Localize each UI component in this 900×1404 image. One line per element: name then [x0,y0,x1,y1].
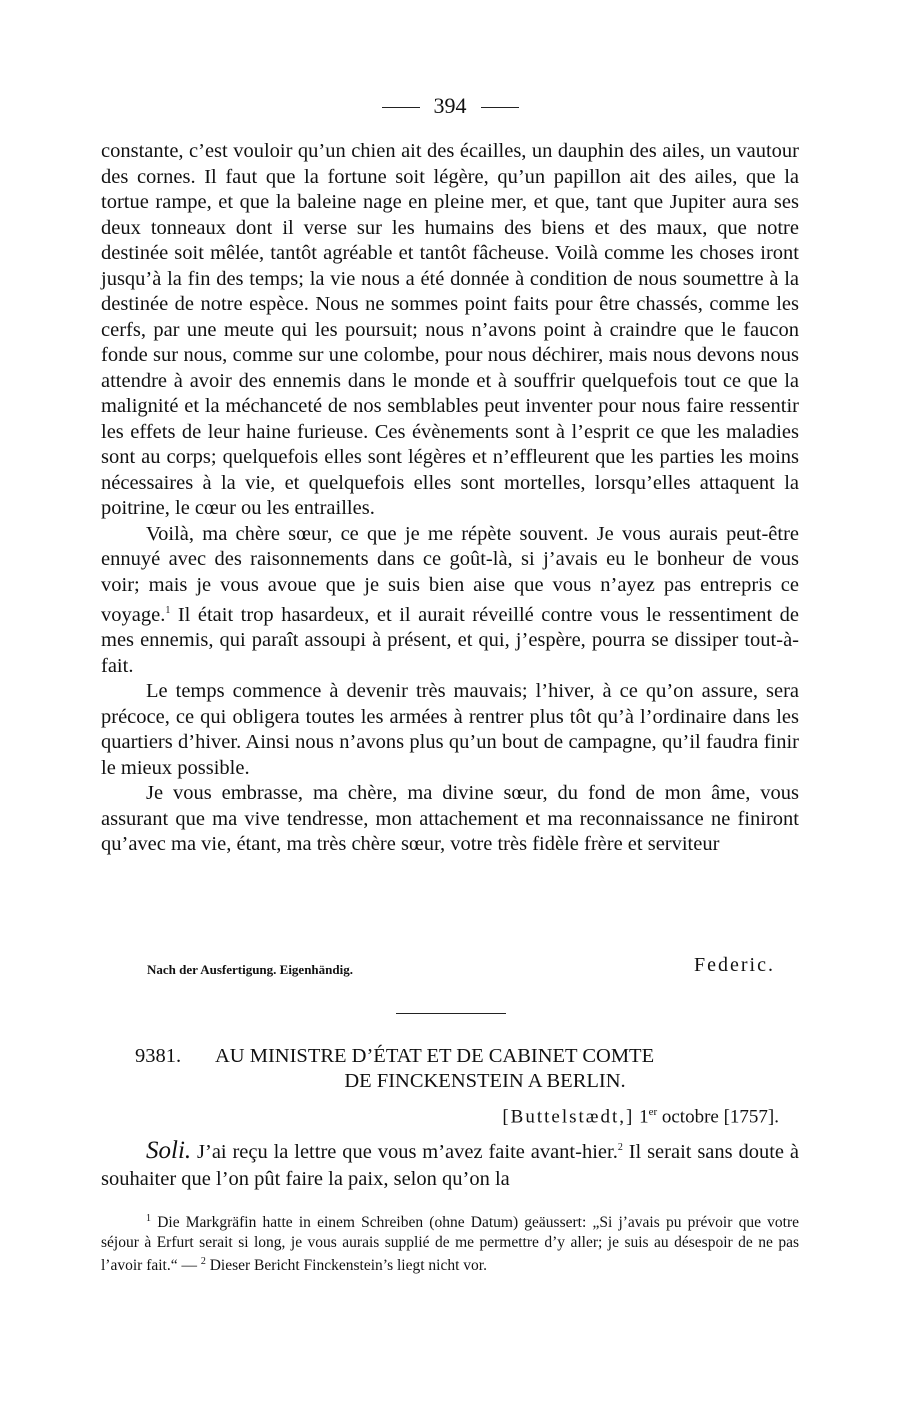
dateline-month: octobre [661,1106,719,1128]
footnote-ref-2: 2 [617,1142,623,1153]
signature: Federic. [694,954,775,976]
new-letter-body [101,1134,799,1193]
dateline-day: 1 [639,1106,649,1128]
letter-heading [135,1044,775,1094]
paragraph-2 [101,522,799,680]
page-number [0,92,900,120]
letter-text-cont: Il serait sans doute à souhaiter que l’on pût faire la paix, selon qu’on la [101,1140,799,1190]
paragraph-2-text-cont: Il était trop hasardeux, et il aurait réveillé contre vous le ressentiment de mes ennemis, qui paraît assoupi à présent, et qui, j’espère, pourra se dissiper tout-à-fait. [101,603,799,677]
footnote-1 [101,1209,799,1276]
footnote-2-text: Dieser Bericht Finckenstein’s liegt nicht vor. [209,1257,487,1275]
salutation: Soli. [146,1136,192,1164]
section-divider [396,1013,506,1014]
paragraph-1: constante, c’est vouloir qu’un chien ait des écailles, un dauphin des ailes, un vautour des cornes. Il faut que la fortune soit légère, qu’un papillon ait des ailes, que la tortue rampe, et que la baleine nage en pleine mer, et que, tant que Jupiter aura ses deux tonneaux dont il verse sur les humains des biens et des maux, que notre destinée soit mêlée, tantôt agréable et tantôt fâcheuse. Voilà comme les choses iront jusqu’à la fin des temps; la vie nous a été donnée à condition de nous soumettre à la destinée de notre espèce. Nous ne sommes point faits pour être chassés, comme les cerfs, par une meute qui les poursuit; nous n’avons point à craindre que le faucon fonde sur nous, comme sur une colombe, pour nous déchirer, mais nous devons nous attendre à avoir des ennemis dans le monde et à souffrir quelquefois tout ce que la malignité et la méchanceté de nos semblables peut inventer pour nous faire ressentir les effets de leur haine furieuse. Ces évènements sont à l’esprit ce que les maladies sont au corps; quelquefois elles sont légères et n’effleurent que les parties les moins nécessaires à la vie, et quelquefois elles sont mortelles, lorsqu’elles attaquent la poitrine, le cœur ou les entrailles. [101,140,799,519]
letter-number: 9381. [135,1045,182,1067]
dateline-place: [Buttelstædt,] [502,1106,635,1128]
paragraph-3: Le temps commence à devenir très mauvais; l’hiver, à ce qu’on assure, sera précoce, ce qui obligera toutes les armées à rentrer plus tôt qu’à l’ordinaire dans les quartiers d’hiver. Ainsi nous n’avons plus qu’un bout de campagne, qu’il faudra finir le mieux possible. [101,680,799,779]
dateline-day-suffix: er [648,1106,658,1118]
footnote-1-text: Die Markgräfin hatte in einem Schreiben (ohne Datum) geäussert: „Si j’avais pu prévoir que votre séjour à Erfurt serait si long, je vous aurais supplié de me permettre d’y aller; je suis au désespoir de ne pas l’avoir fait.“ — [101,1214,799,1275]
new-letter-paragraph [101,1134,799,1193]
page-number-dash-right [481,107,519,108]
letter-body-continued [101,139,799,858]
page-number-text: 394 [433,93,467,118]
footnote-2-marker: 2 [200,1256,206,1268]
footnotes [101,1209,799,1276]
footnote-1-marker: 1 [146,1213,151,1224]
page-number-dash-left [382,107,420,108]
letter-title-line1: AU MINISTRE D’ÉTAT ET DE CABINET COMTE [215,1045,655,1067]
closing [101,954,799,982]
dateline [502,1106,779,1128]
footnote-ref-1: 1 [165,605,171,616]
paragraph-4: Je vous embrasse, ma chère, ma divine sœur, du fond de mon âme, vous assurant que ma vive tendresse, mon attachement et ma reconnaissance ne finiront qu’avec ma vie, étant, ma très chère sœur, votre très fidèle frère et serviteur [101,782,799,856]
letter-title-line2: DE FINCKENSTEIN A BERLIN. [344,1070,626,1092]
dateline-year: [1757]. [723,1106,779,1128]
paragraph-2-text: Voilà, ma chère sœur, ce que je me répète souvent. Je vous aurais peut-être ennuyé avec des raisonnements dans ce goût-là, si j’avais eu le bonheur de vous voir; mais je vous avoue que je suis bien aise que vous n’ayez pas entrepris ce voyage. [101,522,799,626]
letter-text: J’ai reçu la lettre que vous m’avez faite avant-hier. [197,1140,618,1163]
source-note: Nach der Ausfertigung. Eigenhändig. [147,962,353,977]
